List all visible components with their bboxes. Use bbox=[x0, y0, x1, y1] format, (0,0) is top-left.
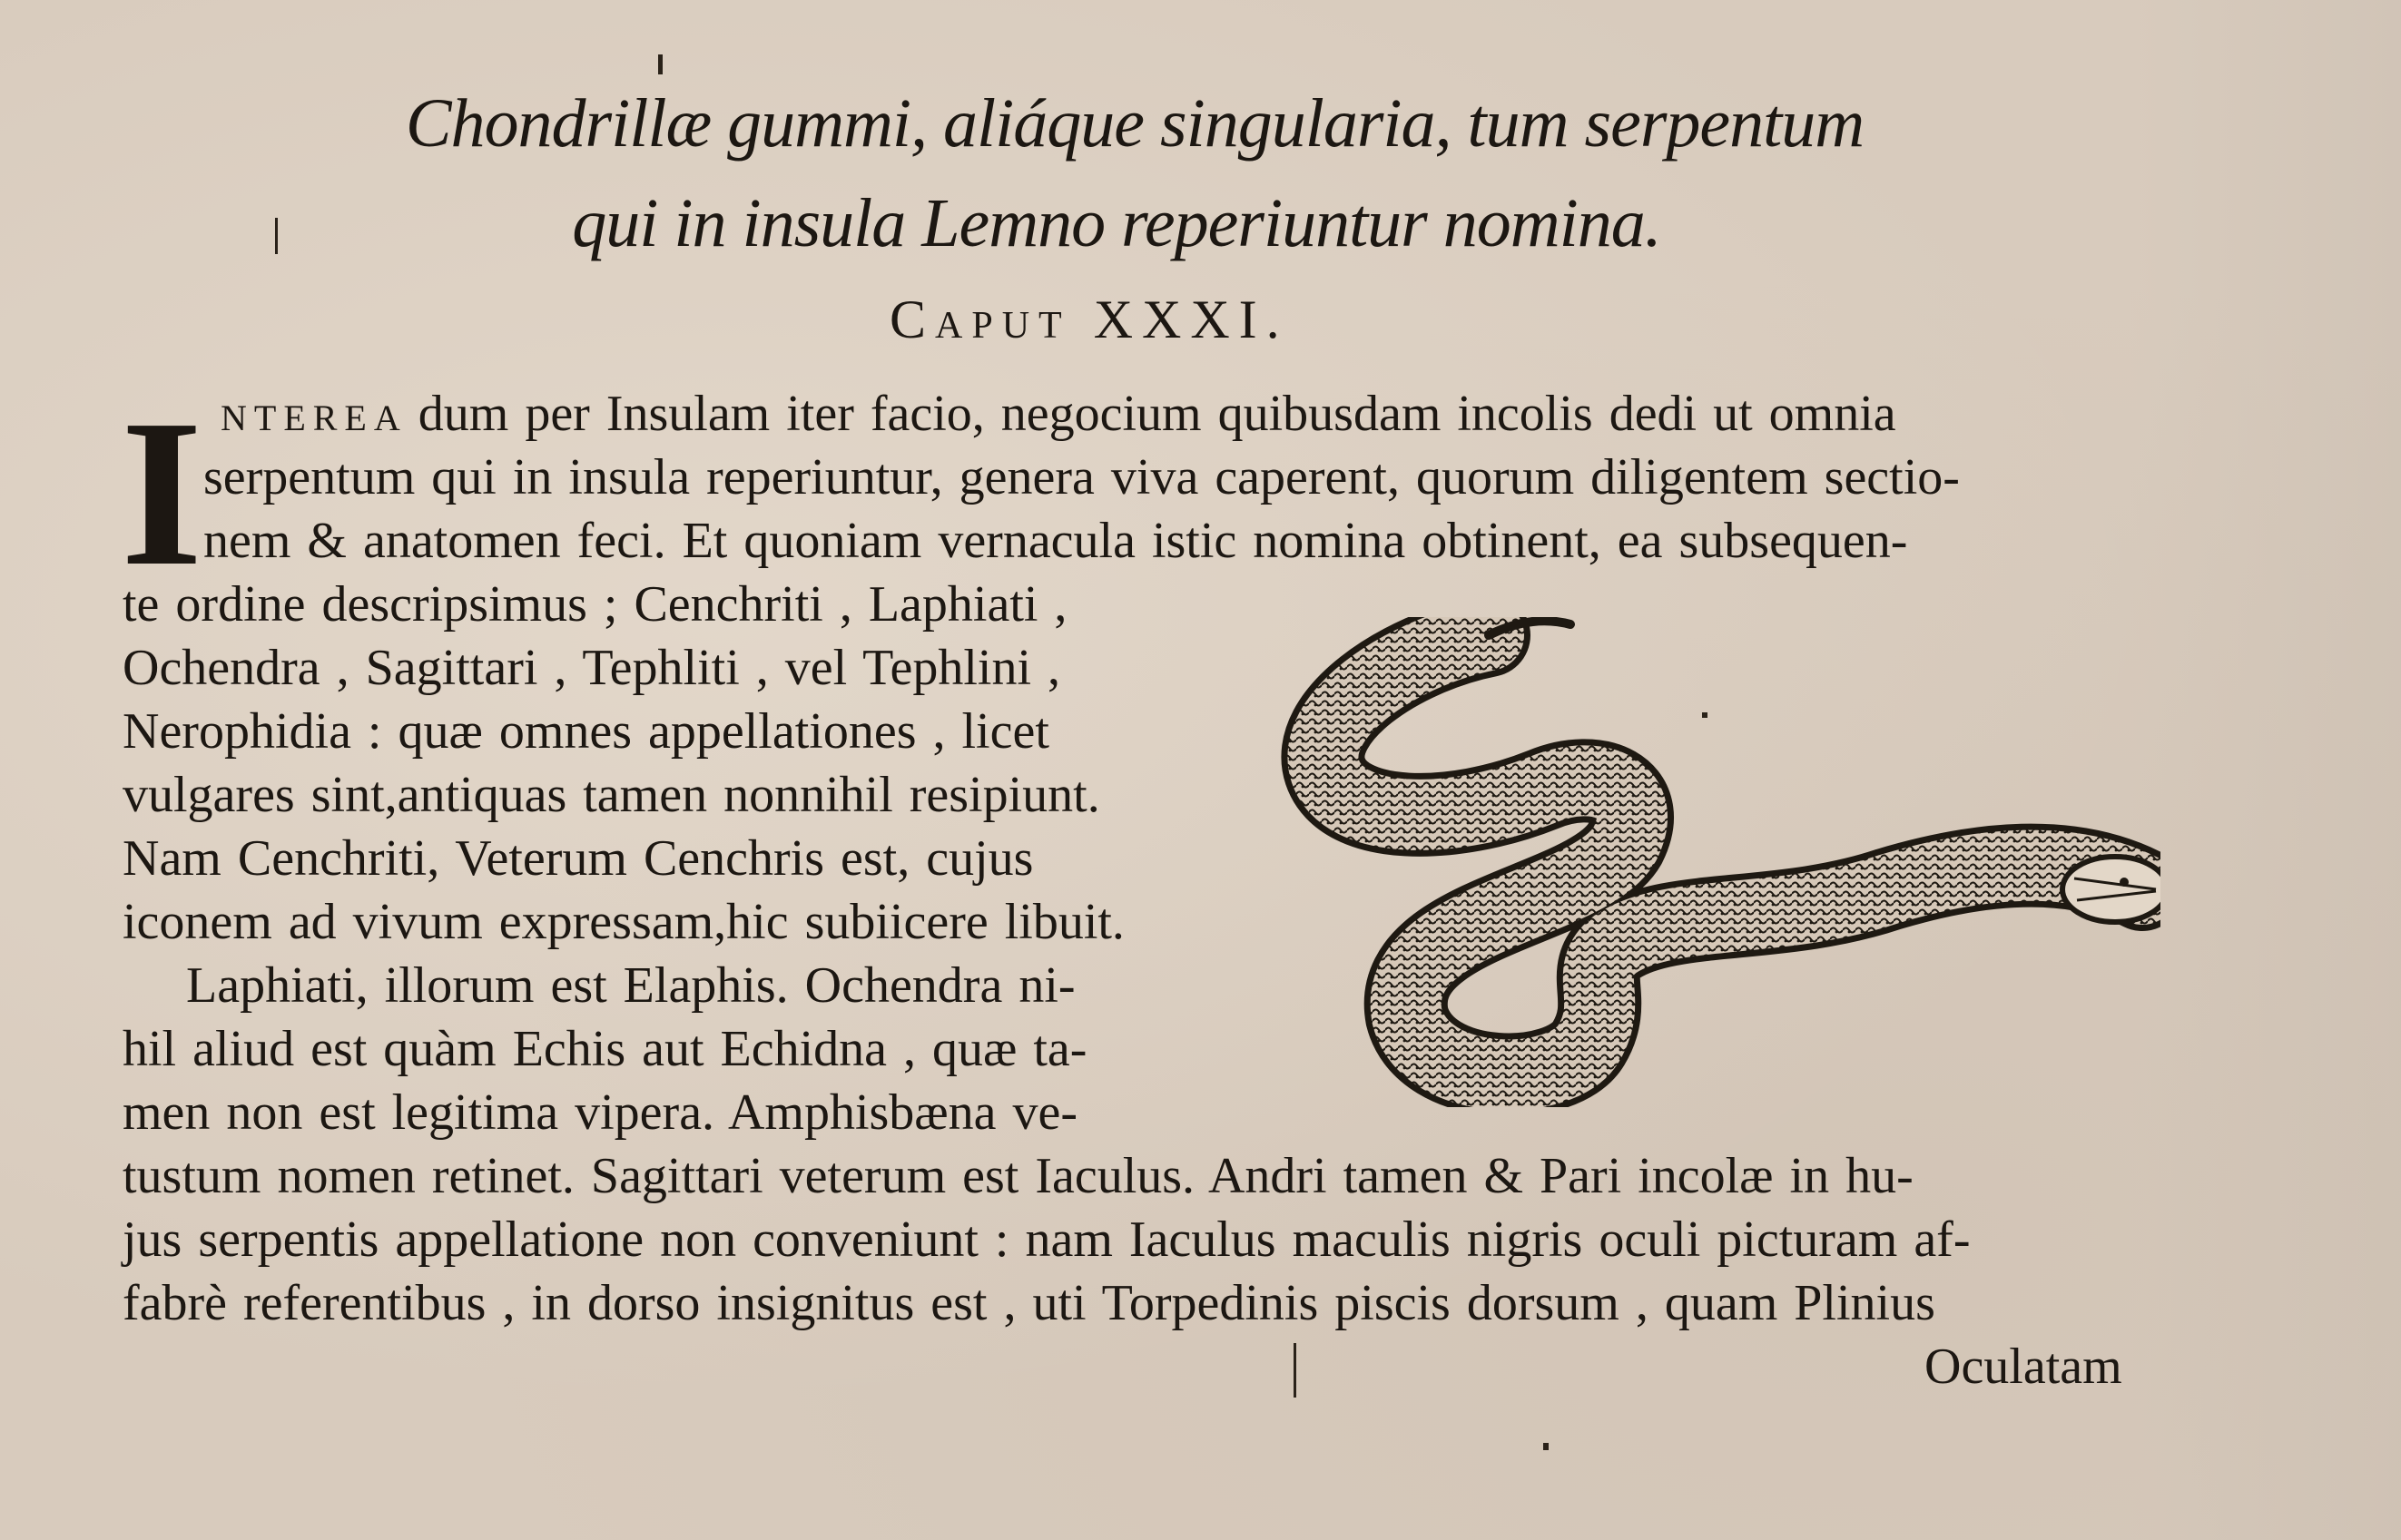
text-line-4: te ordine descripsimus ; Cenchriti , Laphiati , bbox=[123, 576, 1068, 633]
text-line-14: jus serpentis appellatione non conveniunt : nam Iaculus maculis nigris oculi picturam af- bbox=[123, 1211, 1971, 1268]
text-line-1: NTEREA dum per Insulam iter facio, negocium quibusdam incolis dedi ut omnia bbox=[221, 386, 1896, 442]
catchword: Oculatam bbox=[1924, 1339, 2122, 1395]
drop-cap: I bbox=[121, 377, 203, 610]
press-mark bbox=[658, 54, 663, 74]
show-through-shadow bbox=[2129, 0, 2401, 1540]
text-line-13: tustum nomen retinet. Sagittari veterum est Iaculus. Andri tamen & Pari incolæ in hu- bbox=[123, 1148, 1914, 1204]
text-line-15: fabrè referentibus , in dorso insignitus est , uti Torpedinis piscis dorsum , quam Plinius bbox=[123, 1275, 1935, 1331]
press-mark bbox=[1543, 1443, 1549, 1450]
text-line-3: nem & anatomen feci. Et quoniam vernacula istic nomina obtinent, ea subsequen- bbox=[203, 513, 1908, 569]
text-line-9: iconem ad vivum expressam,hic subiicere libuit. bbox=[123, 894, 1125, 950]
text-line-5: Ochendra , Sagittari , Tephliti , vel Tephlini , bbox=[123, 640, 1060, 696]
chapter-number: Caput XXXI. bbox=[890, 289, 1289, 349]
chapter-title-line-1: Chondrillæ gummi, aliáque singularia, tum serpentum bbox=[405, 85, 1865, 162]
text-line-10: Laphiati, illorum est Elaphis. Ochendra ni- bbox=[186, 957, 1076, 1014]
snake-woodcut-icon bbox=[1271, 617, 2160, 1107]
text-line-2: serpentum qui in insula reperiuntur, genera viva caperent, quorum diligentem sectio- bbox=[203, 449, 1960, 505]
text-line-11: hil aliud est quàm Echis aut Echidna , quæ ta- bbox=[123, 1021, 1087, 1077]
press-mark bbox=[275, 218, 278, 254]
text-line-12: men non est legitima vipera. Amphisbæna ve- bbox=[123, 1084, 1078, 1141]
lead-caps: NTEREA bbox=[221, 397, 408, 438]
chapter-title-line-2: qui in insula Lemno reperiuntur nomina. bbox=[572, 185, 1661, 261]
press-mark bbox=[1294, 1343, 1296, 1398]
text-line-7: vulgares sint,antiquas tamen nonnihil resipiunt. bbox=[123, 767, 1100, 823]
text-line-6: Nerophidia : quæ omnes appellationes , licet bbox=[123, 703, 1049, 760]
press-mark bbox=[1702, 712, 1707, 718]
text-line-8: Nam Cenchriti, Veterum Cenchris est, cujus bbox=[123, 830, 1034, 887]
